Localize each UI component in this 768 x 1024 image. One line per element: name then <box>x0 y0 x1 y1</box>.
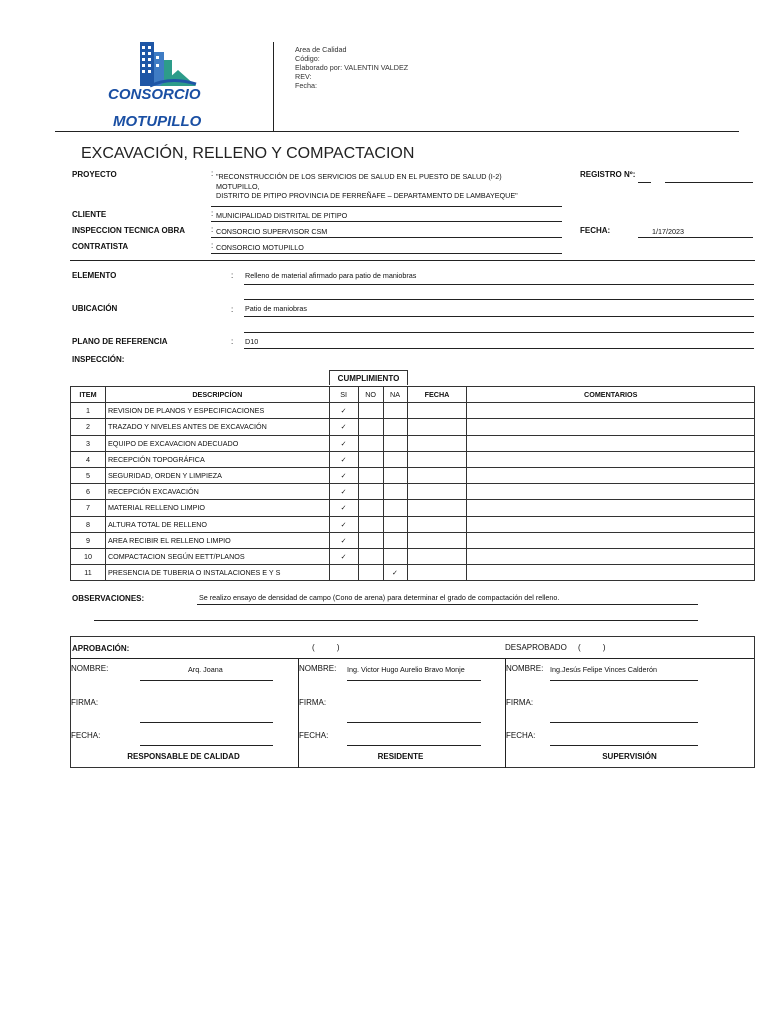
no-cell[interactable] <box>358 403 383 419</box>
check-icon: ✓ <box>340 471 347 481</box>
si-cell[interactable] <box>329 435 358 451</box>
item-description: ALTURA TOTAL DE RELLENO <box>105 516 329 532</box>
comentarios-cell <box>467 403 755 419</box>
na-cell[interactable] <box>383 548 407 564</box>
fecha-label-residente: FECHA: <box>299 731 329 740</box>
inspeccion-tecnica-colon: : <box>211 225 214 234</box>
elemento-value: Relleno de material afirmado para patio de maniobras <box>245 271 417 280</box>
registro-field-a[interactable] <box>638 182 651 183</box>
table-row <box>71 451 755 467</box>
observaciones-text: Se realizo ensayo de densidad de campo (Cono de arena) para determinar el grado de compactación del relleno. <box>199 593 560 602</box>
inspection-table <box>70 386 755 581</box>
na-cell[interactable] <box>383 565 407 581</box>
inspeccion-tecnica-label: INSPECCION TECNICA OBRA <box>72 226 186 235</box>
comentarios-cell <box>467 532 755 548</box>
brand-name-line1: CONSORCIO <box>108 86 201 103</box>
check-icon: ✓ <box>340 438 347 448</box>
cliente-label: CLIENTE <box>72 210 107 219</box>
item-number: 4 <box>71 451 106 467</box>
elemento-label: ELEMENTO <box>72 271 117 280</box>
na-cell[interactable] <box>383 484 407 500</box>
item-number: 7 <box>71 500 106 516</box>
si-cell[interactable] <box>329 565 358 581</box>
item-number: 5 <box>71 467 106 483</box>
check-icon: ✓ <box>340 422 347 432</box>
role-residente: RESIDENTE <box>377 752 424 761</box>
no-cell[interactable] <box>358 451 383 467</box>
aprobacion-label: APROBACIÓN: <box>72 644 130 653</box>
inspeccion-tecnica-value: CONSORCIO SUPERVISOR CSM <box>216 227 328 236</box>
cliente-colon: : <box>211 209 214 218</box>
document-title: EXCAVACIÓN, RELLENO Y COMPACTACION <box>81 145 415 162</box>
no-cell[interactable] <box>358 565 383 581</box>
firma-label-residente: FIRMA: <box>299 698 327 707</box>
plano-underline <box>244 348 754 349</box>
firma-line-supervision[interactable] <box>550 722 698 723</box>
item-number: 6 <box>71 484 106 500</box>
table-row <box>71 419 755 435</box>
check-icon: ✓ <box>340 503 347 513</box>
item-number: 3 <box>71 435 106 451</box>
meta-fecha: Fecha: <box>295 81 317 90</box>
inspection-rows <box>71 403 755 581</box>
desaprobado-checkbox[interactable]: ( ) <box>578 643 606 652</box>
na-cell[interactable] <box>383 532 407 548</box>
nombre-label-calidad: NOMBRE: <box>71 664 109 673</box>
no-cell[interactable] <box>358 532 383 548</box>
item-description: TRAZADO Y NIVELES ANTES DE EXCAVACIÓN <box>105 419 329 435</box>
check-icon: ✓ <box>340 454 347 464</box>
fecha-cell <box>407 500 467 516</box>
contratista-underline <box>211 253 562 254</box>
document-meta <box>295 45 408 90</box>
proyecto-line-3: DISTRITO DE PITIPO PROVINCIA DE FERREÑAFE – DEPARTAMENTO DE LAMBAYEQUE" <box>216 191 518 200</box>
fecha-value: 1/17/2023 <box>652 227 684 236</box>
nombre-line-supervision <box>550 680 698 681</box>
fecha-line-residente[interactable] <box>347 745 481 746</box>
nombre-line-calidad <box>140 680 273 681</box>
item-number: 8 <box>71 516 106 532</box>
comentarios-cell <box>467 419 755 435</box>
ubicacion-underline-2 <box>244 332 754 333</box>
observaciones-underline-2 <box>94 620 698 621</box>
inspeccion-section-label: INSPECCIÓN: <box>72 355 125 364</box>
proyecto-line-2: MOTUPILLO, <box>216 181 260 191</box>
comentarios-cell <box>467 548 755 564</box>
elemento-underline-2 <box>244 299 754 300</box>
header-item: ITEM <box>71 387 106 403</box>
fecha-cell <box>407 403 467 419</box>
na-cell[interactable] <box>383 403 407 419</box>
desaprobado-label: DESAPROBADO <box>505 643 567 652</box>
firma-label-calidad: FIRMA: <box>71 698 99 707</box>
si-cell[interactable] <box>329 548 358 564</box>
na-cell[interactable] <box>383 516 407 532</box>
contratista-value: CONSORCIO MOTUPILLO <box>216 243 304 252</box>
nombre-value-calidad: Arq. Joana <box>188 665 223 674</box>
elemento-underline-1 <box>244 284 754 285</box>
comentarios-cell <box>467 516 755 532</box>
comentarios-cell <box>467 435 755 451</box>
si-cell[interactable] <box>329 419 358 435</box>
registro-label: REGISTRO Nº: <box>580 170 636 179</box>
registro-field-b[interactable] <box>665 182 753 183</box>
item-number: 11 <box>71 565 106 581</box>
cliente-underline <box>211 221 562 222</box>
check-icon: ✓ <box>340 487 347 497</box>
na-cell[interactable] <box>383 467 407 483</box>
fecha-line-calidad[interactable] <box>140 745 273 746</box>
no-cell[interactable] <box>358 435 383 451</box>
header-si: SI <box>329 387 358 403</box>
table-row <box>71 467 755 483</box>
header-comentarios: COMENTARIOS <box>467 387 755 403</box>
nombre-value-residente: Ing. Victor Hugo Aurelio Bravo Monje <box>347 665 465 674</box>
item-description: RECEPCIÓN TOPOGRÁFICA <box>105 451 329 467</box>
approval-row-divider <box>71 658 754 659</box>
comentarios-cell <box>467 467 755 483</box>
si-cell[interactable] <box>329 500 358 516</box>
si-cell[interactable] <box>329 532 358 548</box>
item-number: 2 <box>71 419 106 435</box>
proyecto-value <box>216 172 518 201</box>
aprobacion-checkbox[interactable]: ( ) <box>312 643 340 652</box>
item-number: 9 <box>71 532 106 548</box>
item-description: AREA RECIBIR EL RELLENO LIMPIO <box>105 532 329 548</box>
fecha-cell <box>407 419 467 435</box>
table-row <box>71 435 755 451</box>
role-calidad: RESPONSABLE DE CALIDAD <box>127 752 240 761</box>
si-cell[interactable] <box>329 451 358 467</box>
item-description: MATERIAL RELLENO LIMPIO <box>105 500 329 516</box>
meta-codigo: Código: <box>295 54 320 63</box>
fecha-label-supervision: FECHA: <box>506 731 536 740</box>
proyecto-line-1: "RECONSTRUCCIÓN DE LOS SERVICIOS DE SALUD EN EL PUESTO DE SALUD (I-2) <box>216 172 502 181</box>
header-divider-vertical <box>273 42 274 132</box>
header-divider-horizontal <box>55 131 739 132</box>
fecha-line-supervision[interactable] <box>550 745 698 746</box>
item-description: REVISION DE PLANOS Y ESPECIFICACIONES <box>105 403 329 419</box>
no-cell[interactable] <box>358 516 383 532</box>
si-cell[interactable] <box>329 403 358 419</box>
na-cell[interactable] <box>383 451 407 467</box>
fecha-cell <box>407 467 467 483</box>
no-cell[interactable] <box>358 548 383 564</box>
plano-colon: : <box>231 337 234 346</box>
elemento-colon: : <box>231 271 234 280</box>
section-divider <box>70 260 755 261</box>
fecha-cell <box>407 516 467 532</box>
no-cell[interactable] <box>358 467 383 483</box>
na-cell[interactable] <box>383 435 407 451</box>
no-cell[interactable] <box>358 500 383 516</box>
table-row <box>71 565 755 581</box>
meta-area: Area de Calidad <box>295 45 347 54</box>
header-descripcion: DESCRIPCÍON <box>105 387 329 403</box>
proyecto-label: PROYECTO <box>72 170 117 179</box>
si-cell[interactable] <box>329 467 358 483</box>
fecha-label-calidad: FECHA: <box>71 731 101 740</box>
na-cell[interactable] <box>383 500 407 516</box>
nombre-label-residente: NOMBRE: <box>299 664 337 673</box>
check-icon: ✓ <box>340 406 347 416</box>
item-description: EQUIPO DE EXCAVACION ADECUADO <box>105 435 329 451</box>
observaciones-underline-1 <box>197 604 698 605</box>
fecha-cell <box>407 435 467 451</box>
item-description: COMPACTACION SEGÚN EETT/PLANOS <box>105 548 329 564</box>
table-row <box>71 500 755 516</box>
nombre-value-supervision: Ing.Jesús Felipe Vinces Calderón <box>550 665 657 674</box>
company-logo <box>130 40 200 90</box>
table-row <box>71 484 755 500</box>
table-row <box>71 532 755 548</box>
fecha-cell <box>407 484 467 500</box>
check-icon: ✓ <box>340 519 347 529</box>
comentarios-cell <box>467 451 755 467</box>
si-cell[interactable] <box>329 516 358 532</box>
comentarios-cell <box>467 565 755 581</box>
fecha-cell <box>407 565 467 581</box>
fecha-cell <box>407 548 467 564</box>
ubicacion-underline-1 <box>244 316 754 317</box>
table-row <box>71 403 755 419</box>
item-description: RECEPCIÓN EXCAVACIÓN <box>105 484 329 500</box>
meta-rev: REV: <box>295 72 312 81</box>
ubicacion-value: Patio de maniobras <box>245 304 307 313</box>
table-row <box>71 516 755 532</box>
ubicacion-colon: : <box>231 305 234 314</box>
contratista-label: CONTRATISTA <box>72 242 129 251</box>
si-cell[interactable] <box>329 484 358 500</box>
check-icon: ✓ <box>392 568 399 578</box>
approval-box <box>70 636 755 768</box>
table-row <box>71 548 755 564</box>
contratista-colon: : <box>211 241 214 250</box>
na-cell[interactable] <box>383 419 407 435</box>
plano-label: PLANO DE REFERENCIA <box>72 337 168 346</box>
plano-value: D10 <box>245 337 259 346</box>
table-header-row <box>71 387 755 403</box>
meta-elaborado: Elaborado por: VALENTIN VALDEZ <box>295 63 409 72</box>
observaciones-label: OBSERVACIONES: <box>72 594 145 603</box>
brand-name-line2: MOTUPILLO <box>113 113 202 130</box>
firma-line-calidad[interactable] <box>140 722 273 723</box>
cliente-value: MUNICIPALIDAD DISTRITAL DE PITIPO <box>216 211 348 220</box>
fecha-underline <box>638 237 753 238</box>
nombre-label-supervision: NOMBRE: <box>506 664 544 673</box>
item-description: SEGURIDAD, ORDEN Y LIMPIEZA <box>105 467 329 483</box>
item-number: 10 <box>71 548 106 564</box>
firma-line-residente[interactable] <box>347 722 481 723</box>
header-no: NO <box>358 387 383 403</box>
fecha-cell <box>407 451 467 467</box>
check-icon: ✓ <box>340 535 347 545</box>
proyecto-colon: : <box>211 169 214 178</box>
no-cell[interactable] <box>358 419 383 435</box>
item-description: PRESENCIA DE TUBERIA O INSTALACIONES E Y S <box>105 565 329 581</box>
header-fecha: FECHA <box>407 387 467 403</box>
ubicacion-label: UBICACIÓN <box>72 304 118 313</box>
fecha-label: FECHA: <box>580 226 611 235</box>
no-cell[interactable] <box>358 484 383 500</box>
nombre-line-residente <box>347 680 481 681</box>
comentarios-cell <box>467 500 755 516</box>
role-supervision: SUPERVISIÓN <box>602 752 657 761</box>
item-number: 1 <box>71 403 106 419</box>
inspeccion-tecnica-underline <box>211 237 562 238</box>
fecha-cell <box>407 532 467 548</box>
check-icon: ✓ <box>340 551 347 561</box>
proyecto-underline <box>211 206 562 207</box>
header-na: NA <box>383 387 407 403</box>
comentarios-cell <box>467 484 755 500</box>
firma-label-supervision: FIRMA: <box>506 698 534 707</box>
cumplimiento-header: CUMPLIMIENTO <box>329 370 408 385</box>
